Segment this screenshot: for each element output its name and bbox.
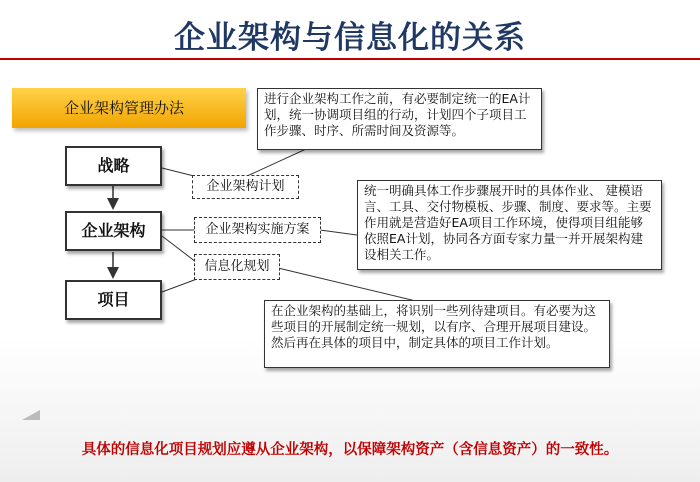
line-ea-to-itplan (162, 236, 196, 262)
note-ea-plan: 进行企业架构工作之前，有必要制定统一的EA计划，统一协调项目组的行动，计划四个子项目工作步骤、时序、所需时间及资源等。 (257, 88, 542, 150)
banner-ea-management: 企业架构管理办法 (12, 88, 246, 128)
node-enterprise-architecture: 企业架构 (65, 211, 162, 251)
link-ea-plan: 企业架构计划 (192, 175, 299, 199)
link-it-planning: 信息化规划 (194, 254, 280, 280)
callout-impl (320, 230, 357, 235)
node-strategy: 战略 (65, 146, 162, 186)
page-title: 企业架构与信息化的关系 (174, 20, 526, 56)
note-ea-implementation: 统一明确具体工作步骤展开时的具体作业、 建模语言、工具、交付物模板、步骤、制度、要求等。主要作用就是营造好EA项目工作环境，使得项目组能够依照EA计划，协同各方面专家力量一并开展架构建设相关工作。 (357, 180, 662, 270)
link-ea-implementation: 企业架构实施方案 (194, 217, 321, 243)
callout-itplan (278, 268, 420, 302)
node-project: 项目 (65, 280, 162, 320)
slide-corner-mark (22, 410, 40, 420)
note-it-planning: 在企业架构的基础上，将识别一些列待建项目。有必要为这些项目的开展制定统一规划，以有序、合理开展项目建设。然后再在具体的项目中，制定具体的项目工作计划。 (264, 300, 610, 368)
footer-statement: 具体的信息化项目规划应遵从企业架构，以保障架构资产（含信息资产）的一致性。 (81, 442, 619, 458)
